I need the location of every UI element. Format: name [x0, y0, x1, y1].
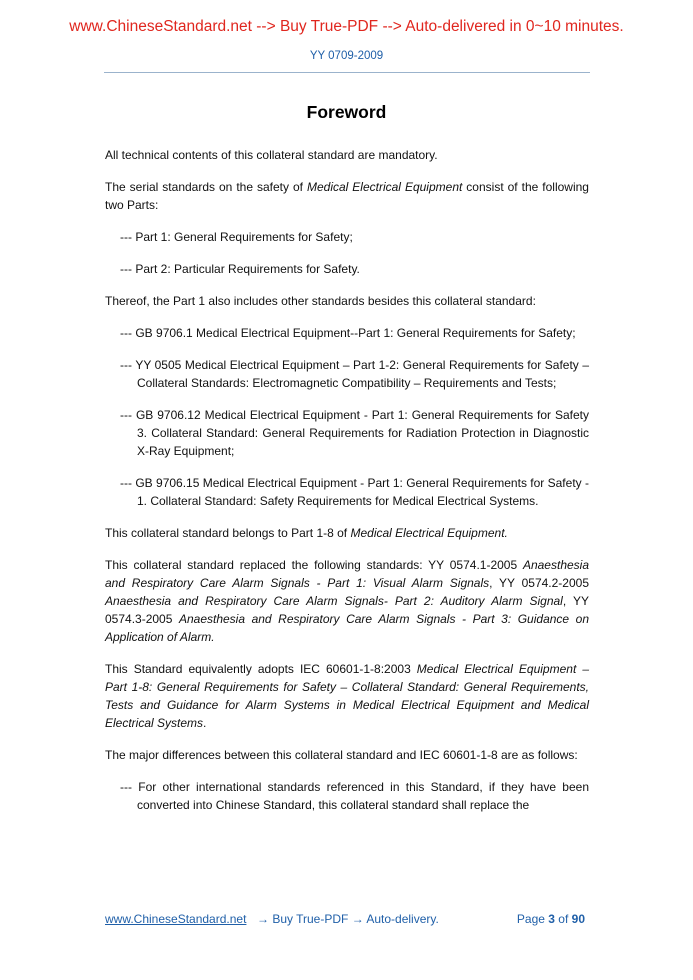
list-item: --- YY 0505 Medical Electrical Equipment – Part 1-2: General Requirements for Safety – Collateral Standards: Electromagnetic Compatibility – Requirements and Tests;	[120, 358, 589, 390]
list-item: --- Part 2: Particular Requirements for Safety.	[120, 262, 360, 276]
paragraph: This Standard equivalently adopts IEC 60601-1-8:2003 Medical Electrical Equipment – Part 1-8: General Requirements for Safety – Collateral Standard: General Requirements, Tests and Guidance for Alarm Systems in Medical Electrical Equipment and Medical Electrical Systems.	[105, 662, 590, 730]
paragraph: All technical contents of this collateral standard are mandatory.	[105, 148, 438, 162]
list-item: --- GB 9706.1 Medical Electrical Equipment--Part 1: General Requirements for Safety;	[120, 326, 576, 340]
promo-banner[interactable]: www.ChineseStandard.net --> Buy True-PDF --> Auto-delivered in 0~10 minutes.	[69, 18, 624, 35]
paragraph: This collateral standard replaced the following standards: YY 0574.1-2005 Anaesthesia and Respiratory Care Alarm Signals - Part 1: Visual Alarm Signals, YY 0574.2-2005 Anaesthesia and Respiratory Care Alarm Signals- Part 2: Auditory Alarm Signal, YY 0574.3-2005 Anaesthesia and Respiratory Care Alarm Signals - Part 3: Guidance on Application of Alarm.	[105, 558, 590, 644]
header-divider	[104, 72, 590, 73]
paragraph: This collateral standard belongs to Part 1-8 of Medical Electrical Equipment.	[105, 526, 508, 540]
document-number: YY 0709-2009	[309, 50, 384, 62]
page-footer	[105, 912, 589, 930]
paragraph: Thereof, the Part 1 also includes other standards besides this collateral standard:	[105, 294, 536, 308]
list-item: --- GB 9706.12 Medical Electrical Equipment - Part 1: General Requirements for Safety 3. Collateral Standard: General Requirements for Radiation Protection in Diagnostic X-Ray Equipment;	[120, 408, 590, 458]
paragraph: The major differences between this collateral standard and IEC 60601-1-8 are as follows:	[105, 748, 578, 762]
footer-tagline: → Buy True-PDF → Auto-delivery.	[257, 912, 439, 926]
page-title: Foreword	[306, 102, 387, 122]
list-item: --- Part 1: General Requirements for Safety;	[120, 230, 353, 244]
list-item: --- GB 9706.15 Medical Electrical Equipment - Part 1: General Requirements for Safety - 1. Collateral Standard: Safety Requirements for Medical Electrical Systems.	[120, 476, 589, 508]
list-item: --- For other international standards referenced in this Standard, if they have been converted into Chinese Standard, this collateral standard shall replace the	[120, 780, 589, 812]
paragraph: The serial standards on the safety of Medical Electrical Equipment consist of the following two Parts:	[105, 180, 589, 212]
foreword-body	[105, 146, 589, 828]
page-number: Page 3 of 90	[516, 912, 585, 926]
footer-site-link[interactable]: www.ChineseStandard.net	[105, 912, 247, 926]
